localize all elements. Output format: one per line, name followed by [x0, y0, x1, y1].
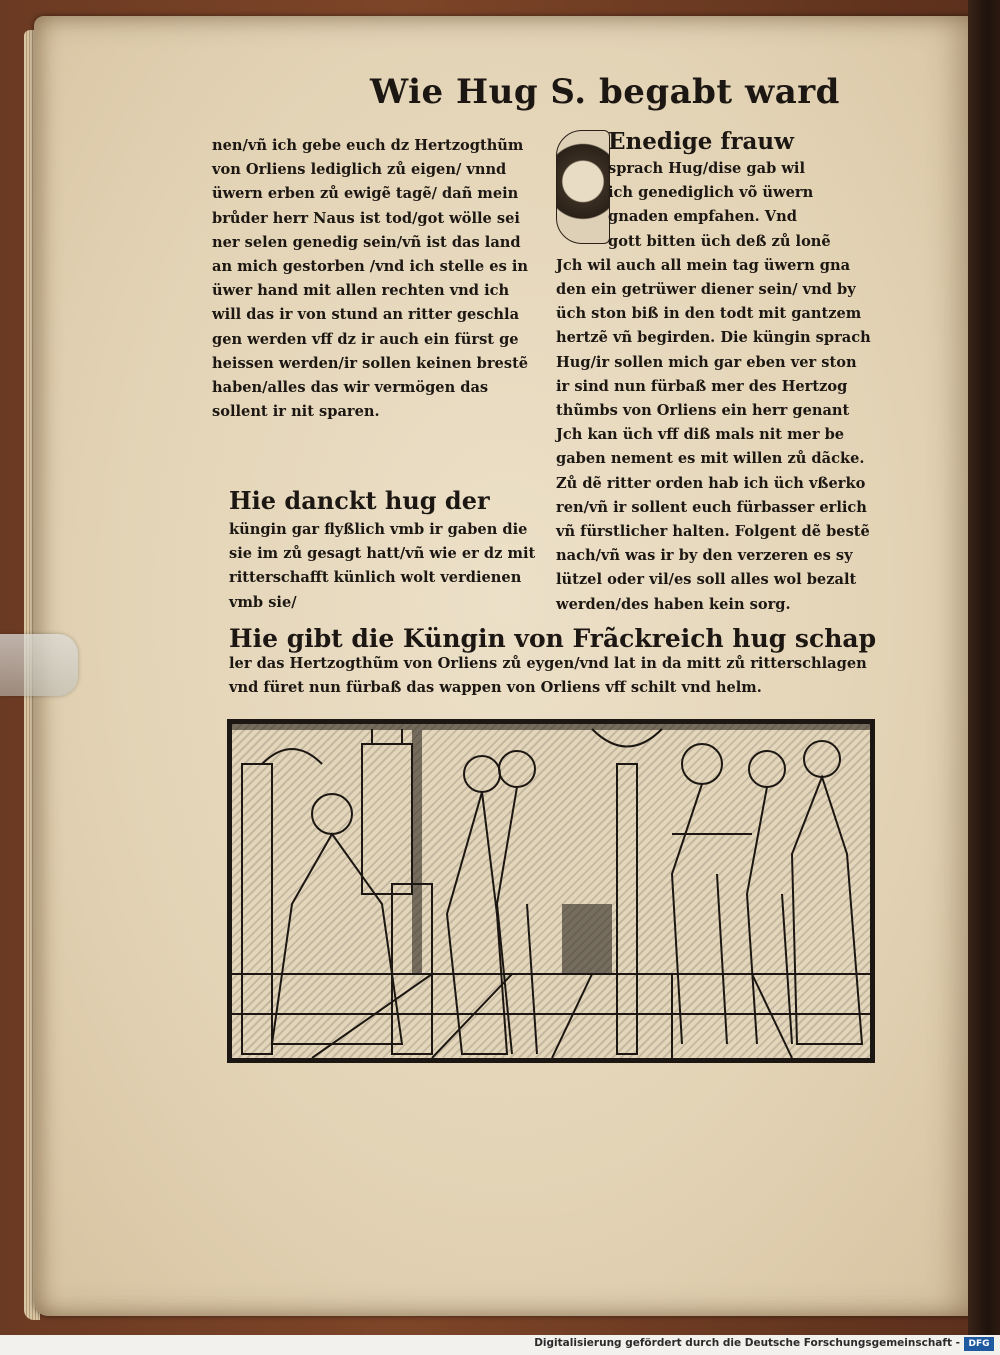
text-line: ich genediglich võ üwern	[608, 184, 814, 202]
text-line: vñ fürstlicher halten. Folgent dẽ bestẽ	[556, 523, 870, 541]
text-line: nach/vñ was ir by den verzeren es sy	[556, 547, 853, 565]
text-line: werden/des haben kein sorg.	[556, 595, 791, 613]
text-line: gaben nement es mit willen zů dãcke.	[556, 450, 865, 468]
text-line: brůder herr Naus ist tod/got wölle sei	[212, 209, 520, 227]
text-line: ren/vñ ir sollent euch fürbasser erlich	[556, 498, 867, 516]
left-text-column	[212, 134, 542, 424]
text-line: von Orliens lediglich zů eigen/ vnnd	[212, 161, 507, 179]
text-line: ir sind nun fürbaß mer des Hertzog	[556, 377, 848, 395]
text-line: thũmbs von Orliens ein herr genant	[556, 402, 850, 420]
text-line: ritterschafft künlich wolt verdienen	[229, 569, 522, 587]
chapter-heading-subtitle	[229, 652, 879, 700]
text-line: gott bitten üch deß zů lonẽ	[608, 232, 831, 250]
text-line: vnd füret nun fürbaß das wappen von Orliens vff schilt vnd helm.	[229, 679, 762, 697]
right-text-column	[556, 127, 886, 617]
woodcut-illustration	[227, 719, 875, 1063]
text-line: haben/alles das wir vermögen das	[212, 379, 489, 397]
text-line: an mich gestorben /vnd ich stelle es in	[212, 258, 529, 276]
text-line: Zů dẽ ritter orden hab ich üch vßerko	[556, 474, 866, 492]
text-line: Jch kan üch vff diß mals nit mer be	[556, 426, 845, 444]
text-line: heissen werden/ir sollen keinen brestẽ	[212, 354, 529, 372]
section-heading: Hie danckt hug der	[229, 486, 490, 515]
page-title: Wie Hug S. begabt ward	[370, 72, 840, 112]
text-line: ner selen genedig sein/vñ ist das land	[212, 233, 521, 251]
footer-bar	[0, 1335, 1000, 1355]
section-caption	[229, 518, 549, 615]
text-line: sprach Hug/dise gab wil	[608, 160, 806, 177]
text-line: üwern erben zů ewigẽ tagẽ/ dañ mein	[212, 185, 519, 203]
text-line: sollent ir nit sparen.	[212, 403, 380, 421]
text-line: gnaden empfahen. Vnd	[608, 208, 797, 226]
text-line: üch ston biß in den todt mit gantzem	[556, 305, 862, 323]
text-line: nen/vñ ich gebe euch dz Hertzogthũm	[212, 137, 524, 154]
text-line: will das ir von stund an ritter geschla	[212, 306, 520, 324]
text-line: sie im zů gesagt hatt/vñ wie er dz mit	[229, 545, 536, 563]
text-line: Jch wil auch all mein tag üwern gna	[556, 256, 851, 274]
text-line: küngin gar flyßlich vmb ir gaben die	[229, 521, 528, 538]
text-line: hertzẽ vñ begirden. Die küngin sprach	[556, 329, 871, 347]
text-line: üwer hand mit allen rechten vnd ich	[212, 282, 510, 300]
text-line: Enedige frauw	[608, 128, 794, 155]
text-line: Hug/ir sollen mich gar eben ver ston	[556, 353, 857, 371]
text-line: den ein getrüwer diener sein/ vnd by	[556, 281, 856, 299]
dfg-logo: DFG	[964, 1337, 994, 1351]
text-line: vmb sie/	[229, 593, 297, 611]
footer-credit: Digitalisierung gefördert durch die Deutsche Forschungsgemeinschaft -	[534, 1337, 960, 1349]
chapter-heading: Hie gibt die Küngin von Frãckreich hug schap	[229, 624, 877, 653]
text-line: ler das Hertzogthũm von Orliens zů eygen/vnd lat in da mitt zů ritterschlagen	[229, 655, 867, 672]
page-clip	[0, 634, 78, 696]
book-spine	[968, 0, 1000, 1335]
text-line: gen werden vff dz ir auch ein fürst ge	[212, 330, 519, 348]
woodcut-scene-icon	[232, 724, 870, 1058]
text-line: lützel oder vil/es soll alles wol bezalt	[556, 571, 857, 589]
